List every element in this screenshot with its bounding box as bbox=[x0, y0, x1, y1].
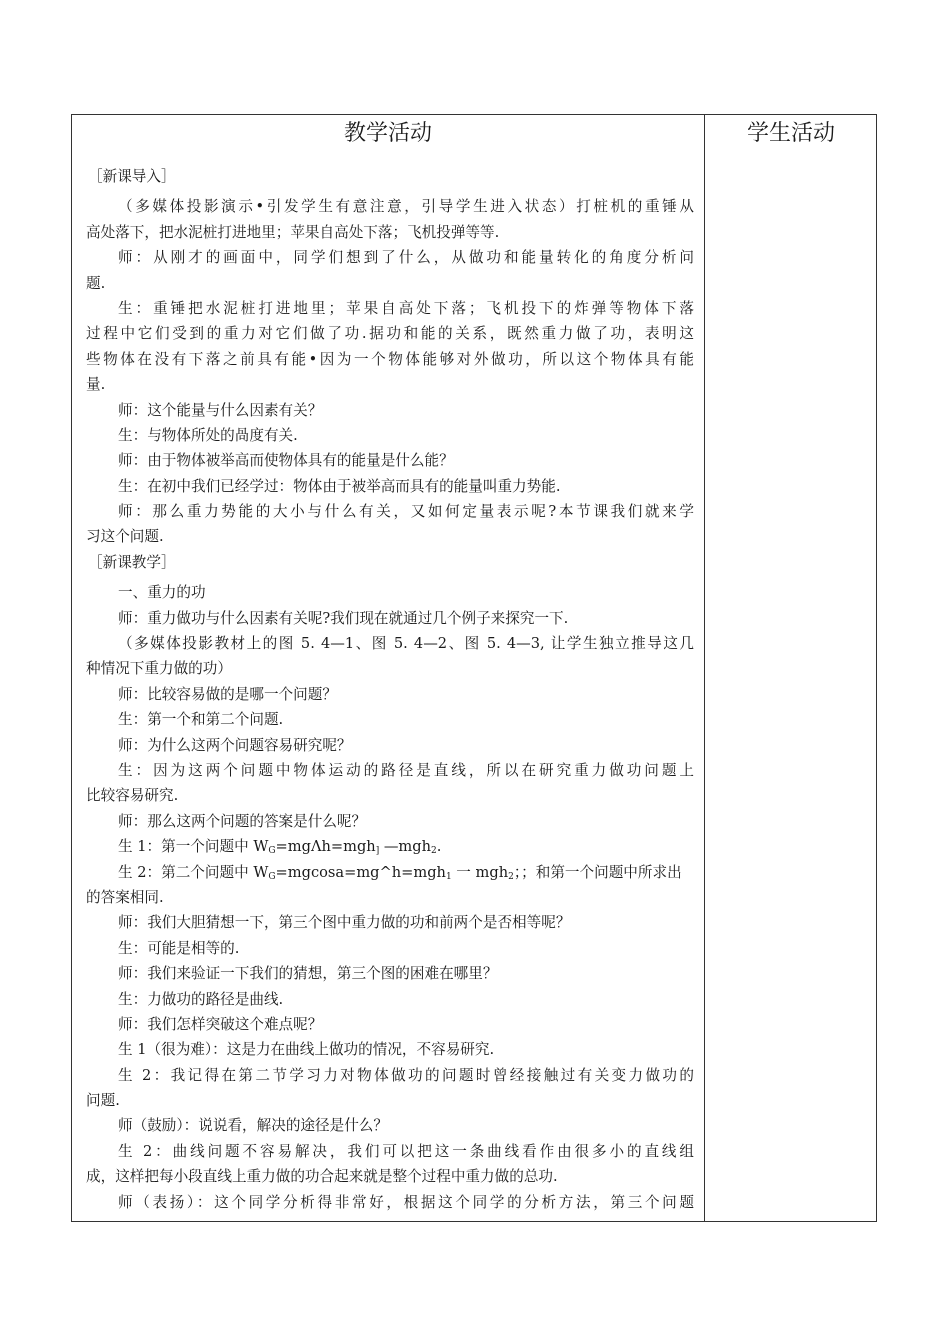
formula-line-2 bbox=[86, 860, 694, 885]
formula-subscript: G bbox=[268, 871, 276, 882]
paragraph-line: 生：与物体所处的咼度有关. bbox=[118, 426, 298, 444]
formula-text: =mgcosa=mg^h=mgh bbox=[275, 863, 446, 881]
formula-subscript: G bbox=[268, 846, 276, 857]
paragraph-line: 生：重锤把水泥桩打进地里；苹果自高处下落；飞机投下的炸弹等物体下落 bbox=[118, 299, 694, 317]
formula-text: ；；和第一个问题中所求出 bbox=[513, 863, 682, 881]
formula-text: =mgΛh=mgh bbox=[275, 838, 376, 856]
paragraph-line: 问题. bbox=[86, 1092, 120, 1110]
teaching-activity-header: 教学活动 bbox=[343, 121, 432, 146]
paragraph-line: 生：在初中我们已经学过：物体由于被举高而具有的能量叫重力势能. bbox=[118, 477, 561, 495]
paragraph-line: 习这个问题. bbox=[86, 528, 164, 546]
student-activity-header: 学生活动 bbox=[746, 121, 835, 146]
paragraph-line: 生 2：我记得在第二节学习力对物体做功的问题时曾经接触过有关变力做功的 bbox=[118, 1066, 694, 1084]
paragraph-line: 师（鼓励）：说说看，解决的途径是什么？ bbox=[118, 1117, 388, 1135]
formula-text: . bbox=[436, 838, 442, 856]
paragraph-line: 师：从刚才的画面中，同学们想到了什么，从做功和能量转化的角度分析问 bbox=[118, 249, 694, 267]
formula-line-1 bbox=[86, 834, 694, 859]
formula-subscript: 1 bbox=[445, 871, 452, 882]
paragraph-line: 师：这个能量与什么因素有关？ bbox=[118, 401, 323, 419]
formula-subscript: ] bbox=[375, 846, 380, 857]
paragraph-line: 量. bbox=[86, 376, 106, 394]
paragraph-line: 比较容易研究. bbox=[86, 787, 179, 805]
paragraph-line: 师：为什么这两个问题容易研究呢？ bbox=[118, 736, 352, 754]
paragraph-line: 师：我们来验证一下我们的猜想，第三个图的困难在哪里？ bbox=[118, 965, 498, 983]
paragraph-line: 师：那么重力势能的大小与什么有关，又如何定量表示呢?本节课我们就来学 bbox=[118, 503, 694, 521]
formula-text: —mgh bbox=[379, 838, 432, 856]
teaching-activity-content bbox=[86, 164, 694, 1215]
section-heading: ［新课导入］ bbox=[88, 168, 176, 185]
formula-text: 生 2：第二个问题中 W bbox=[118, 863, 269, 881]
paragraph-line: 生：可能是相等的. bbox=[118, 939, 240, 957]
paragraph-line: 生：因为这两个问题中物体运动的路径是直线，所以在研究重力做功问题上 bbox=[118, 761, 694, 779]
paragraph-line: 些物体在没有下落之前具有能•因为一个物体能够对外做功，所以这个物体具有能 bbox=[86, 350, 694, 368]
paragraph-line: 师：比较容易做的是哪一个问题？ bbox=[118, 685, 337, 703]
paragraph-line: 生：力做功的路径是曲线. bbox=[118, 990, 284, 1008]
paragraph-line: 题. bbox=[86, 274, 106, 292]
paragraph-line: 高处落下，把水泥桩打进地里；苹果自高处下落；飞机投弹等等. bbox=[86, 223, 500, 241]
paragraph-line: 师：我们怎样突破这个难点呢？ bbox=[118, 1015, 323, 1033]
paragraph-line: 的答案相同. bbox=[86, 888, 164, 906]
formula-subscript: 2 bbox=[431, 846, 437, 857]
formula-subscript: 2 bbox=[508, 871, 514, 882]
paragraph-line: 生：第一个和第二个问题. bbox=[118, 711, 284, 729]
formula-text: 生 1：第一个问题中 W bbox=[118, 838, 269, 856]
paragraph-line: 师：我们大胆猜想一下，第三个图中重力做的功和前两个是否相等呢？ bbox=[118, 914, 571, 932]
paragraph-line: 种情况下重力做的功） bbox=[86, 660, 232, 678]
lesson-table bbox=[71, 114, 877, 1222]
paragraph-line: 成，这样把每小段直线上重力做的功合起来就是整个过程中重力做的总功. bbox=[86, 1168, 558, 1186]
paragraph-line: 师：重力做功与什么因素有关呢?我们现在就通过几个例子来探究一下. bbox=[118, 609, 569, 627]
paragraph-line: 过程中它们受到的重力对它们做了功.据功和能的关系，既然重力做了功，表明这 bbox=[86, 325, 694, 343]
paragraph-line: 生 1（很为难）：这是力在曲线上做功的情况，不容易研究. bbox=[118, 1041, 495, 1059]
section-heading: ［新课教学］ bbox=[88, 553, 176, 571]
paragraph-line: （多媒体投影演示•引发学生有意注意，引导学生进入状态）打桩机的重锤从 bbox=[118, 198, 694, 216]
paragraph-line: 生 2：曲线问题不容易解决，我们可以把这一条曲线看作由很多小的直线组 bbox=[118, 1142, 694, 1160]
column-divider bbox=[704, 115, 705, 1221]
paragraph-line: 师：由于物体被举高而使物体具有的能量是什么能？ bbox=[118, 452, 454, 470]
paragraph-line: （多媒体投影教材上的图 5. 4—1、图 5. 4—2、图 5. 4—3, 让学生独立推导这几 bbox=[118, 635, 694, 653]
paragraph-line: 师：那么这两个问题的答案是什么呢？ bbox=[118, 812, 367, 830]
paragraph-line: 师（表扬）：这个同学分析得非常好，根据这个同学的分析方法，第三个问题 bbox=[118, 1193, 694, 1211]
subsection-heading: 一、重力的功 bbox=[118, 584, 206, 602]
formula-text: 一 mgh bbox=[451, 863, 509, 881]
